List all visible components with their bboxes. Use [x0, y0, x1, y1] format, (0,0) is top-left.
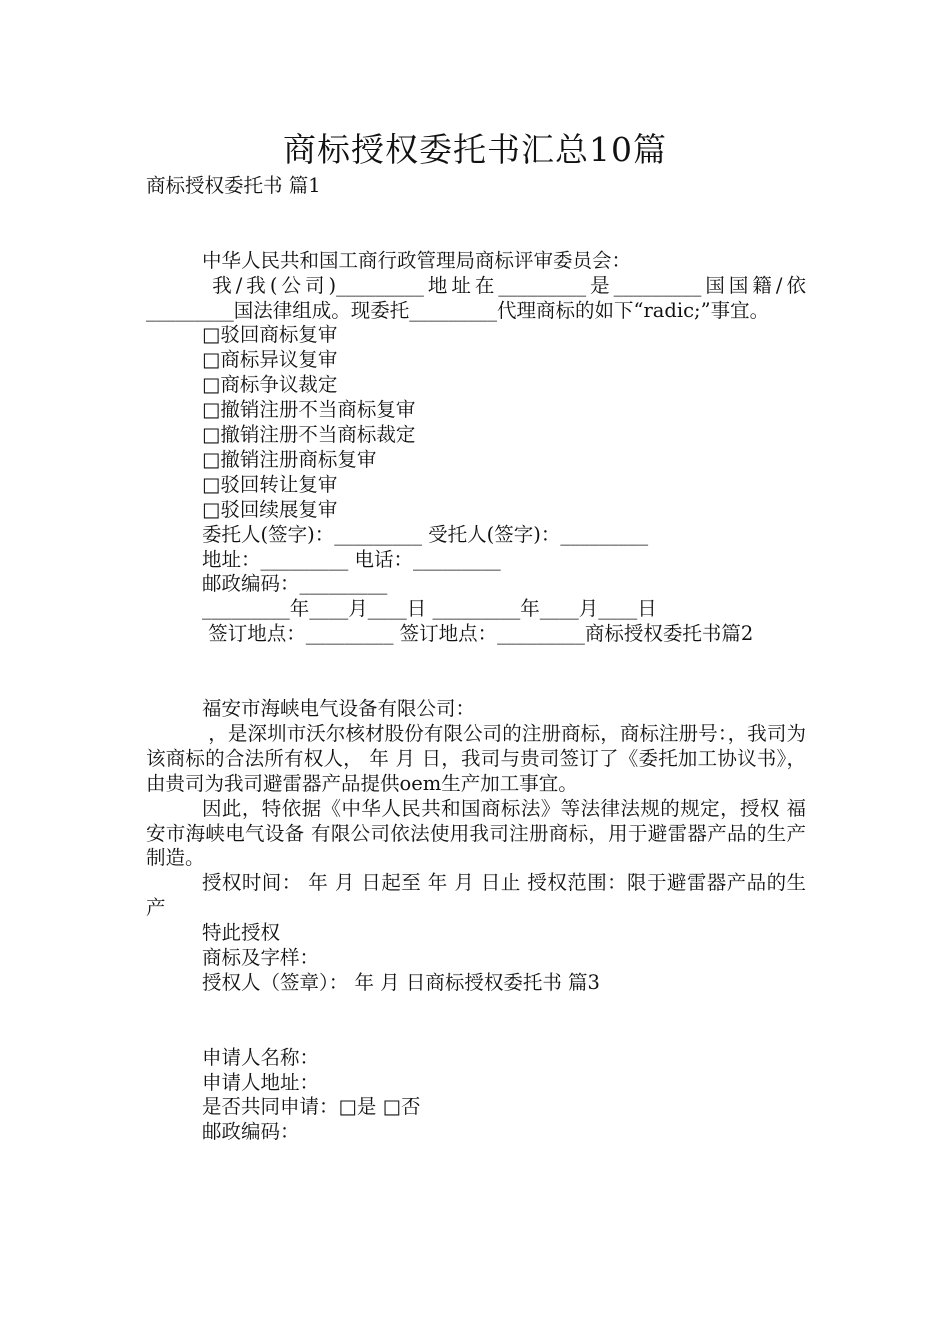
option-item: □撤销注册不当商标复审: [202, 398, 416, 422]
section2-paragraph-2: 因此，特依据《中华人民共和国商标法》等法律法规的规定，授权 福安市海峡电气设备 有限公司依法使用我司注册商标，用于避雷器产品的生产制造。: [146, 796, 806, 870]
document-title: 商标授权委托书汇总10篇: [283, 130, 667, 169]
applicant-address: 申请人地址：: [202, 1070, 320, 1094]
address-phone-line: 地址：_________ 电话：_________: [202, 547, 501, 571]
section1-paragraph: 我/我(公司)_________地址在_________是_________国国籍/依_________国法律组成。现委托_________代理商标的如下“radic;”事宜。: [146, 273, 807, 322]
option-item: □撤销注册商标复审: [202, 447, 377, 471]
spacer: [146, 199, 806, 249]
option-item: □驳回续展复审: [202, 497, 338, 521]
joint-application: 是否共同申请：□是 □否: [202, 1095, 421, 1119]
option-item: □商标异议复审: [202, 348, 338, 372]
section1-salutation: 中华人民共和国工商行政管理局商标评审委员会：: [202, 248, 632, 272]
postcode-field: 邮政编码：: [202, 1120, 300, 1144]
option-item: □驳回商标复审: [202, 323, 338, 347]
option-item: □撤销注册不当商标裁定: [202, 423, 416, 447]
date-line: _________年____月____日 _________年____月____日: [202, 597, 657, 621]
spacer: [146, 647, 806, 697]
section2-paragraph-1: ，是深圳市沃尔核材股份有限公司的注册商标，商标注册号：，我司为该商标的合法所有权人， 年 月 日，我司与贵司签订了《委托加工协议书》，由贵司为我司避雷器产品提供oem生产加工事宜。: [146, 721, 806, 795]
special-authorization: 特此授权: [202, 921, 281, 945]
section2-addressee: 福安市海峡电气设备有限公司：: [202, 697, 476, 720]
signature-line: 委托人(签字)：_________ 受托人(签字)：_________: [202, 522, 649, 546]
section1-heading: 商标授权委托书 篇1: [146, 174, 321, 197]
sign-place-line: 签订地点：_________ 签订地点：_________商标授权委托书篇2: [202, 622, 754, 646]
section2-paragraph-3: 授权时间： 年 月 日起至 年 月 日止 授权范围：限于避雷器产品的生产: [146, 871, 806, 920]
document-body: [146, 174, 806, 1145]
postcode-line: 邮政编码：_________: [202, 572, 388, 596]
option-item: □商标争议裁定: [202, 373, 338, 397]
spacer: [146, 996, 806, 1046]
trademark-sample: 商标及字样：: [202, 946, 320, 970]
applicant-name: 申请人名称：: [202, 1045, 320, 1069]
authorizer-line: 授权人（签章）： 年 月 日商标授权委托书 篇3: [202, 970, 600, 994]
option-item: □驳回转让复审: [202, 472, 338, 496]
